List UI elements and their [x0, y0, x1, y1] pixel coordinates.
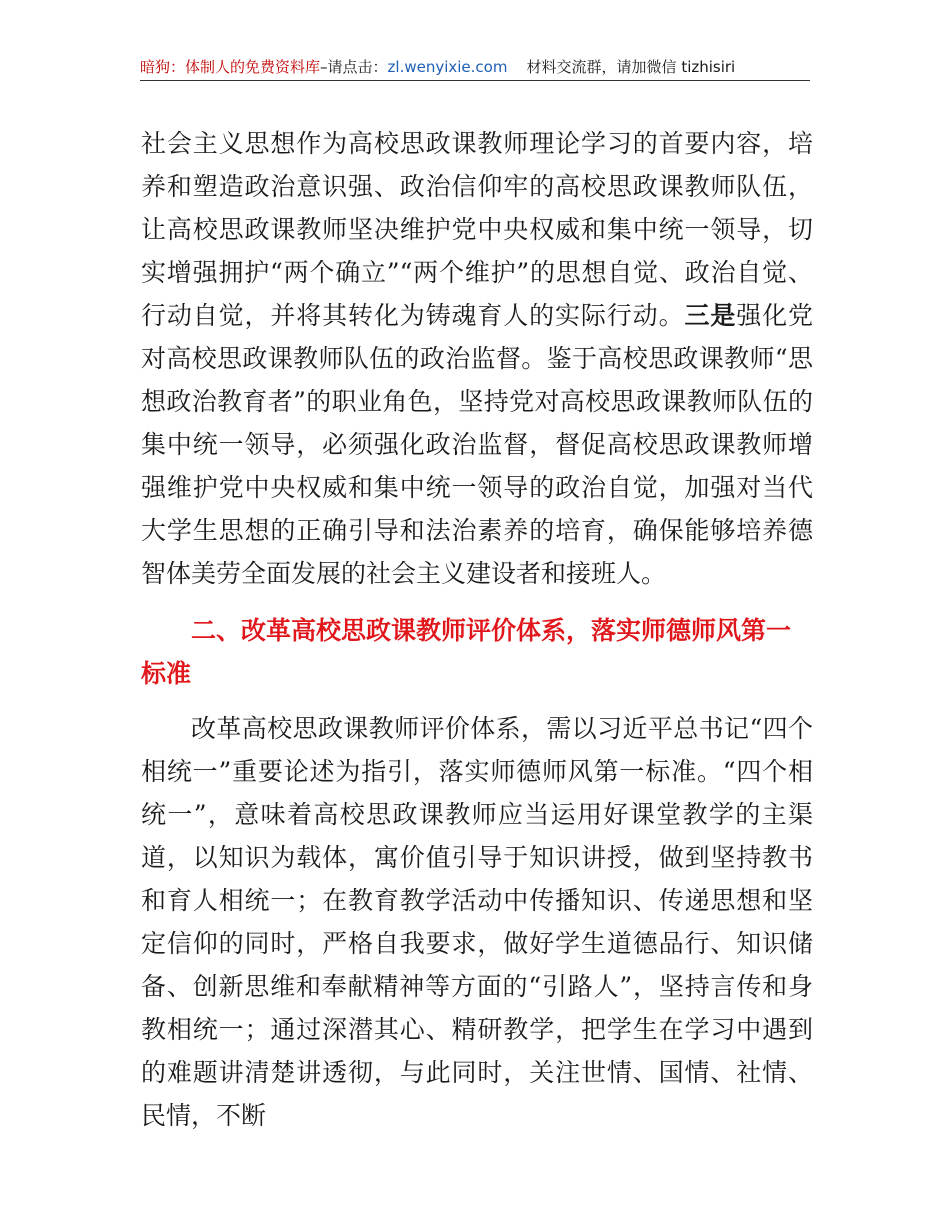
paragraph-1-text-a: 社会主义思想作为高校思政课教师理论学习的首要内容，培养和塑造政治意识强、政治信仰牢的高校思政课教师队伍，让高校思政课教师坚决维护党中央权威和集中统一领导，切实增强拥护“两个确立”“两个维护”的思想自觉、政治自觉、行动自觉，并将其转化为铸魂育人的实际行动。: [141, 129, 813, 330]
paragraph-1: [141, 122, 813, 595]
paragraph-2: 改革高校思政课教师评价体系，需以习近平总书记“四个相统一”重要论述为指引，落实师德师风第一标准。“四个相统一”，意味着高校思政课教师应当运用好课堂教学的主渠道，以知识为载体，寓价值引导于知识讲授，做到坚持教书和育人相统一；在教育教学活动中传播知识、传递思想和坚定信仰的同时，严格自我要求，做好学生道德品行、知识储备、创新思维和奉献精神等方面的“引路人”，坚持言传和身教相统一；通过深潜其心、精研教学，把学生在学习中遇到的难题讲清楚讲透彻，与此同时，关注世情、国情、社情、民情，不断: [141, 714, 813, 1130]
group-info: [507, 58, 735, 76]
page-header: [140, 56, 810, 80]
paragraph-1-text-b: 强化党对高校思政课教师队伍的政治监督。鉴于高校思政课教师“思想政治教育者”的职业角色，坚持党对高校思政课教师队伍的集中统一领导，必须强化政治监督，督促高校思政课教师增强维护党中央权威和集中统一领导的政治自觉，加强对当代大学生思想的正确引导和法治素养的培育，确保能够培养德智体美劳全面发展的社会主义建设者和接班人。: [141, 301, 813, 588]
group-text: 材料交流群，请加微信 tizhisiri: [526, 58, 736, 76]
site-link[interactable]: zl.wenyixie.com: [387, 58, 508, 76]
section-heading-2: 二、改革高校思政课教师评价体系，落实师德师风第一标准: [141, 616, 792, 688]
site-name: 暗狗：体制人的免费资料库: [140, 58, 321, 76]
paragraph-1-emphasis: 三是: [684, 301, 737, 330]
document-body: [141, 122, 813, 1137]
click-prompt: –请点击：: [320, 58, 388, 76]
header-divider: [140, 80, 810, 81]
